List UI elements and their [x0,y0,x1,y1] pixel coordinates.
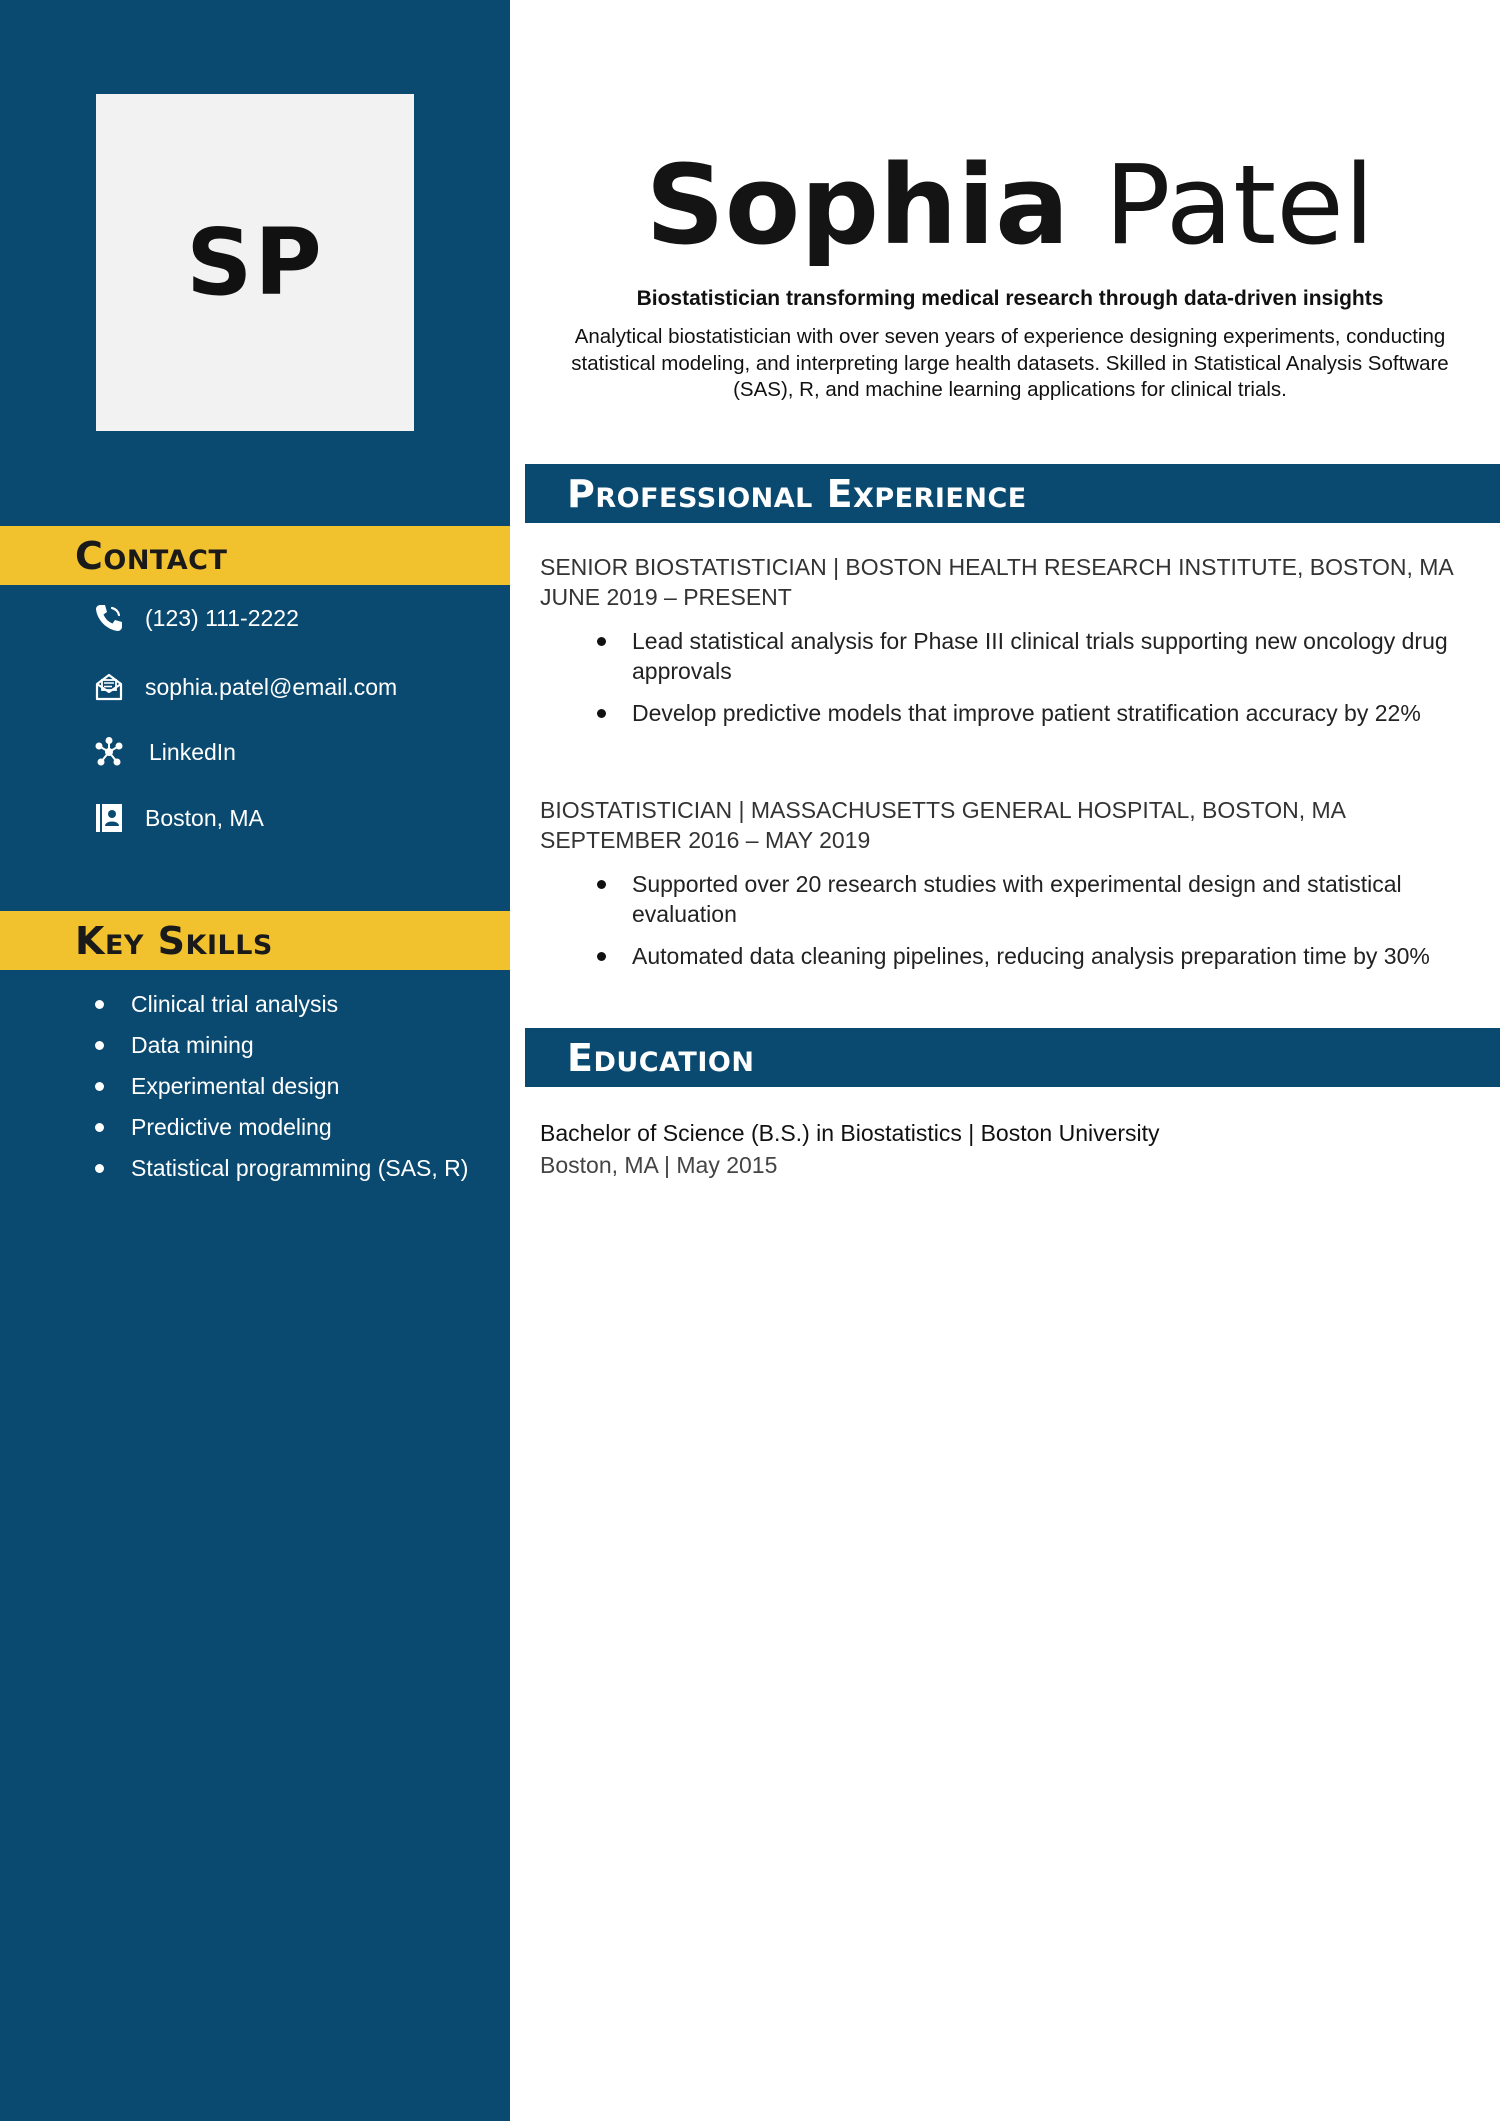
job-bullet: Supported over 20 research studies with experimental design and statistical evaluation [540,869,1485,929]
experience-heading: Professional Experience [567,471,1027,516]
education-heading-bar [525,1028,1500,1087]
education-degree: Bachelor of Science (B.S.) in Biostatistics | Boston University [540,1120,1160,1146]
contact-heading-bar [0,526,510,585]
skill-item: Experimental design [92,1072,472,1100]
experience-heading-bar [525,464,1500,523]
contact-linkedin [92,735,236,769]
linkedin-link[interactable]: LinkedIn [149,738,236,765]
email-address[interactable]: sophia.patel@email.com [145,673,398,700]
education-heading: Education [567,1035,755,1080]
education-entry [540,1117,1485,1181]
skills-heading-bar [0,911,510,970]
skill-item: Predictive modeling [92,1113,472,1141]
phone-number[interactable]: (123) 111-2222 [145,604,299,631]
job-bullet: Develop predictive models that improve patient stratification accuracy by 22% [540,698,1485,728]
job-bullet: Lead statistical analysis for Phase III clinical trials supporting new oncology drug approvals [540,626,1485,686]
contact-heading: Contact [75,533,228,578]
skill-item: Statistical programming (SAS, R) [92,1154,472,1182]
contact-location [92,801,264,835]
initials-text: SP [186,209,324,316]
job-dates: SEPTEMBER 2016 – MAY 2019 [540,827,871,853]
job-dates: JUNE 2019 – PRESENT [540,584,792,610]
initials-avatar [96,94,414,431]
summary: Analytical biostatistician with over seven years of experience designing experiments, conducting statistical modeling, and interpreting large health datasets. Skilled in Statistical Analysis Software (SAS), R, and machine learning applications for clinical trials. [571,325,1449,401]
full-name [520,140,1500,270]
phone-icon [92,601,126,635]
skills-heading: Key Skills [75,918,273,963]
job-entry [540,795,1485,983]
address-book-icon [92,801,126,835]
email-icon [92,670,126,704]
education-meta: Boston, MA | May 2015 [540,1152,778,1178]
network-icon [92,735,126,769]
location: Boston, MA [145,804,264,831]
job-role: BIOSTATISTICIAN | MASSACHUSETTS GENERAL HOSPITAL, BOSTON, MA [540,797,1346,823]
last-name: Patel [1104,141,1375,269]
job-role: SENIOR BIOSTATISTICIAN | BOSTON HEALTH RESEARCH INSTITUTE, BOSTON, MA [540,554,1454,580]
job-entry [540,552,1485,740]
skills-list [92,990,472,1195]
contact-email [92,670,397,704]
sidebar [0,0,510,2121]
skill-item: Clinical trial analysis [92,990,472,1018]
first-name: Sophia [645,141,1070,269]
contact-phone [92,601,299,635]
skill-item: Data mining [92,1031,472,1059]
tagline: Biostatistician transforming medical research through data-driven insights [636,287,1384,310]
job-bullets [540,869,1485,971]
job-bullets [540,626,1485,728]
job-bullet: Automated data cleaning pipelines, reducing analysis preparation time by 30% [540,941,1485,971]
